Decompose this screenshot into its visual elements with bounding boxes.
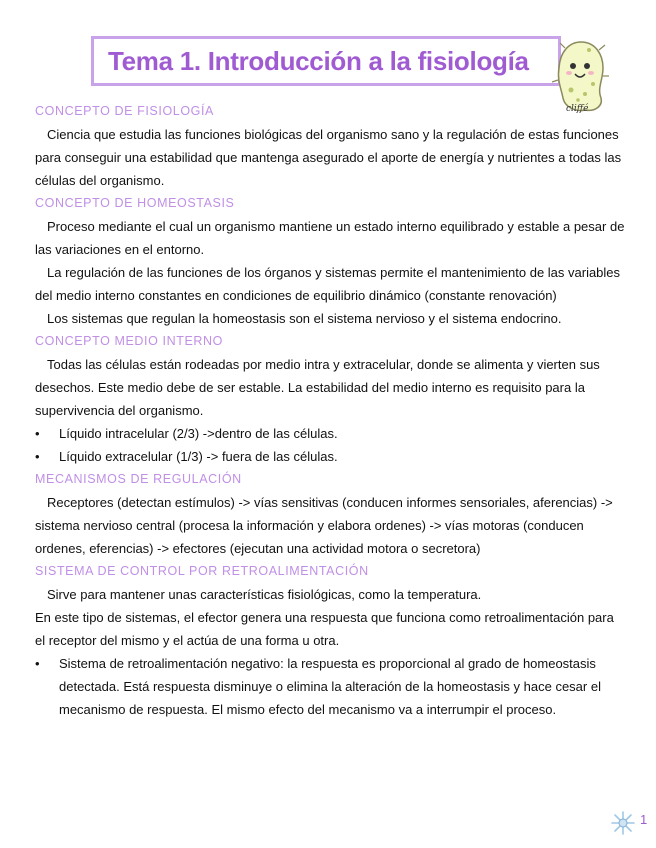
document-body: [35, 100, 625, 721]
title-box: [91, 36, 561, 86]
list-item: • Líquido extracelular (1/3) -> fuera de las células.: [35, 445, 625, 468]
list-item: • Sistema de retroalimentación negativo: la respuesta es proporcional al grado de homeostasis detectada. Está respuesta disminuye o elimina la alteración de la homeostasis y hace cesar el mecanismo de respuesta. El mismo efecto del mecanismo va a interrumpir el proceso.: [35, 652, 625, 721]
page-title: Tema 1. Introducción a la fisiología: [108, 45, 529, 76]
heading-sistema-control: SISTEMA DE CONTROL POR RETROALIMENTACIÓN: [35, 564, 369, 578]
paragraph: La regulación de las funciones de los órganos y sistemas permite el mantenimiento de las variables del medio interno constantes en condiciones de equilibrio dinámico (constante renovación): [35, 265, 621, 303]
paragraph: En este tipo de sistemas, el efector genera una respuesta que funciona como retroalimentación para el receptor del mismo y el actúa de una forma u otra.: [35, 610, 614, 648]
paragraph: Ciencia que estudia las funciones biológicas del organismo sano y la regulación de estas funciones para conseguir una estabilidad que mantenga asegurado el aporte de energía y nutrientes a todas las células del organismo.: [35, 127, 622, 188]
heading-concepto-homeostasis: CONCEPTO DE HOMEOSTASIS: [35, 196, 235, 210]
bullet-list: [35, 422, 625, 468]
paragraph: Todas las células están rodeadas por medio intra y extracelular, donde se alimenta y vierten sus desechos. Este medio debe de ser estable. La estabilidad del medio interno es requisito para la supervivencia del organismo.: [35, 357, 600, 418]
paragraph: Receptores (detectan estímulos) -> vías sensitivas (conducen informes sensoriales, aferencias) -> sistema nervioso central (procesa la información y elabora ordenes) -> vías motoras (conducen ordenes, eferencias) -> efectores (ejecutan una actividad motora o secretora): [35, 495, 613, 556]
mascot-signature: cliffé: [566, 104, 589, 114]
bullet-list: [35, 652, 625, 721]
page-number: 1: [640, 812, 648, 827]
paragraph: Proceso mediante el cual un organismo mantiene un estado interno equilibrado y estable a pesar de las variaciones en el entorno.: [35, 219, 625, 257]
heading-concepto-fisiologia: CONCEPTO DE FISIOLOGÍA: [35, 104, 214, 118]
heading-mecanismos-regulacion: MECANISMOS DE REGULACIÓN: [35, 472, 242, 486]
paragraph: Los sistemas que regulan la homeostasis son el sistema nervioso y el sistema endocrino.: [47, 311, 562, 326]
heading-concepto-medio-interno: CONCEPTO MEDIO INTERNO: [35, 334, 223, 348]
paragraph: Sirve para mantener unas características fisiológicas, como la temperatura.: [47, 587, 482, 602]
list-item: • Líquido intracelular (2/3) ->dentro de las células.: [35, 422, 625, 445]
sparkle-icon: [608, 808, 638, 838]
